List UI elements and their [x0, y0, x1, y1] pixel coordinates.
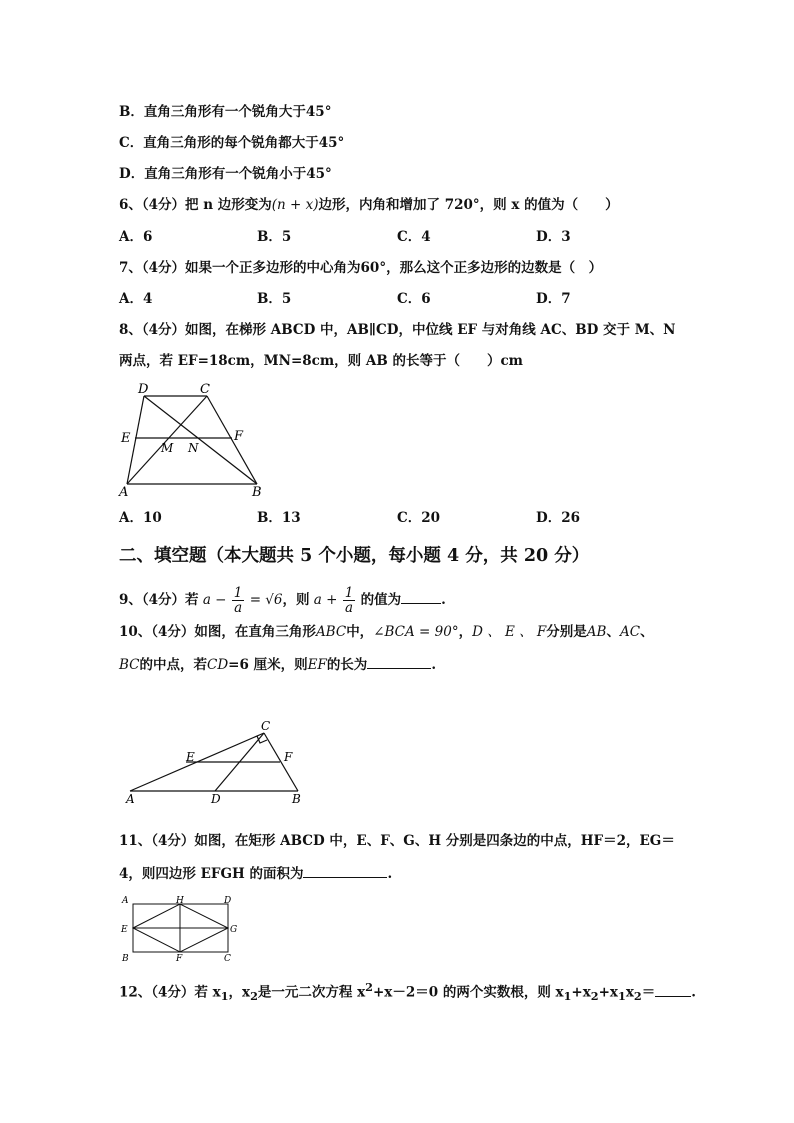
q5-option-c: C．直角三角形的每个锐角都大于45°	[119, 135, 345, 151]
q6-option-b: B．5	[257, 229, 292, 245]
q10-text-line2: BC的中点，若CD=6 厘米，则EF的长为 .	[119, 654, 436, 674]
label-e: E	[186, 750, 195, 764]
label-c: C	[224, 954, 231, 964]
label-a: A	[126, 792, 135, 806]
label-f: F	[234, 429, 244, 444]
q9-text: 9、（4分）若 a − $\frac{1}{a}$ = √6，则 a + $\frac{1}{a}$ 的值为 .	[119, 585, 446, 616]
label-c: C	[200, 382, 210, 397]
q8-text-line1: 8、（4分）如图，在梯形 ABCD 中，AB∥CD，中位线 EF 与对角线 AC、BD 交于 M、N	[119, 322, 676, 338]
label-d: D	[224, 896, 232, 906]
q7-option-b: B．5	[257, 291, 292, 307]
label-b: B	[122, 954, 129, 964]
q6-option-c: C．4	[397, 229, 431, 245]
label-f: F	[284, 750, 293, 764]
label-a: A	[119, 485, 129, 500]
label-a: A	[122, 896, 129, 906]
q8-text-line2: 两点，若 EF=18cm，MN=8cm，则 AB 的长等于（ ）cm	[119, 353, 523, 369]
q5-option-b: B．直角三角形有一个锐角大于45°	[119, 104, 332, 120]
q11-text-line1: 11、（4分）如图，在矩形 ABCD 中，E、F、G、H 分别是四条边的中点，HF＝2，EG＝	[119, 833, 675, 849]
fraction: $\frac{1}{a}$	[344, 585, 354, 616]
label-e: E	[121, 431, 131, 446]
label-d: D	[211, 792, 221, 806]
fraction: $\frac{1}{a}$	[233, 585, 243, 616]
answer-blank	[655, 982, 691, 997]
label-n: N	[188, 441, 199, 455]
q7-text: 7、（4分）如果一个正多边形的中心角为60°，那么这个正多边形的边数是（ ）	[119, 260, 603, 276]
section-heading: 二、填空题（本大题共 5 个小题，每小题 4 分，共 20 分）	[119, 546, 590, 566]
right-triangle-figure	[120, 715, 310, 807]
trapezoid-figure	[112, 378, 272, 500]
label-m: M	[161, 441, 174, 455]
q10-text-line1: 10、（4分）如图，在直角三角形ABC中，∠BCA = 90°，D 、 E 、 F分别是AB、AC、	[119, 624, 654, 640]
label-e: E	[121, 925, 128, 935]
q6-text: 6、（4分）把 n 边形变为(n + x)边形，内角和增加了 720°，则 x 的值为（ ）	[119, 197, 619, 213]
q8-option-b: B．13	[257, 510, 301, 526]
q7-option-c: C．6	[397, 291, 431, 307]
q7-option-a: A．4	[119, 291, 153, 307]
q8-option-c: C．20	[397, 510, 441, 526]
rectangle-figure	[118, 894, 242, 964]
label-d: D	[138, 382, 149, 397]
label-b: B	[252, 485, 262, 500]
q12-text: 12、（4分）若 $x_1$，$x_2$是一元二次方程 $x^2+x-2=0$ 的两个实数根，则 $x_1+x_2+x_1x_2=$ .	[119, 980, 696, 1004]
label-c: C	[261, 719, 271, 733]
q5-option-d: D．直角三角形有一个锐角小于45°	[119, 166, 332, 182]
q11-text-line2: 4，则四边形 EFGH 的面积为 .	[119, 863, 392, 883]
q8-option-a: A．10	[119, 510, 162, 526]
q6-option-a: A．6	[119, 229, 153, 245]
q6-option-d: D．3	[536, 229, 571, 245]
label-b: B	[292, 792, 301, 806]
answer-blank	[367, 654, 431, 669]
answer-blank	[303, 863, 387, 878]
label-h: H	[176, 896, 184, 906]
label-g: G	[230, 925, 238, 935]
answer-blank	[401, 589, 441, 604]
q8-option-d: D．26	[536, 510, 580, 526]
q7-option-d: D．7	[536, 291, 571, 307]
label-f: F	[176, 954, 183, 964]
